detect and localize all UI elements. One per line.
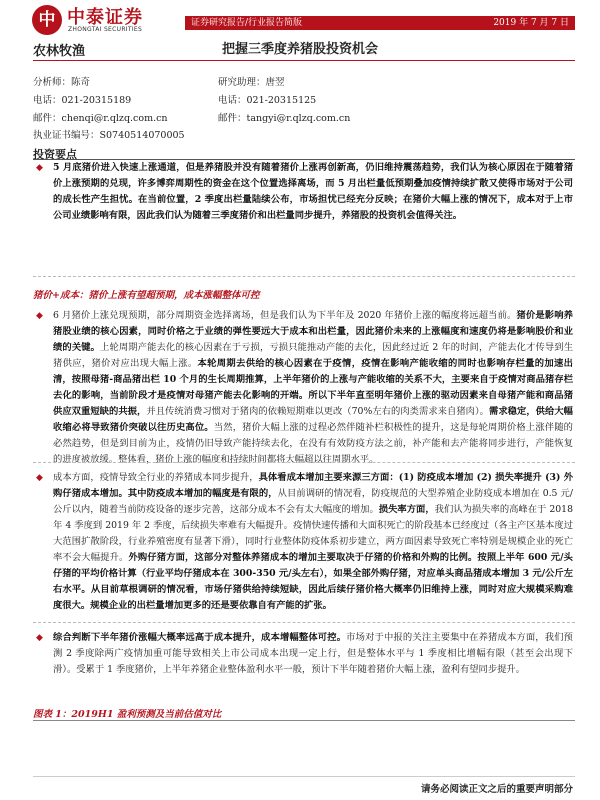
title-divider <box>33 60 575 61</box>
text-bold: 具体看成本增加主要来源三方面：(1) 防疫成本增加 (2) 损失率提升 (3) 外购仔猪成本增加。其中防疫成本增加的幅度是有限的， <box>53 472 573 499</box>
logo-name-en: ZHONGTAI SECURITIES <box>68 26 143 33</box>
analyst-name: 分析师：陈奇 <box>33 77 91 88</box>
report-banner <box>185 16 575 30</box>
bullet-icon: ◆ <box>36 163 43 173</box>
text-bold: 本轮周期去供给的核心因素在于疫情，疫情在影响产能收缩的同时也影响存栏量的加速出清，按照母猪-商品猪出栏 10 个月的生长周期推算，上半年猪价的上涨与产能收缩的关系不大，主要来自于疫情对商品猪存栏去化的影响，当前阶段才是疫情对母猪产能去化影响的开端。所以下半年直至明年猪价上涨的驱动因素来自母猪产能和商品猪供应双重短缺的共振， <box>53 358 573 417</box>
footer-divider <box>33 776 575 777</box>
assistant-name: 研究助理：唐翌 <box>218 77 285 88</box>
logo-mark-icon: 中 <box>32 5 62 35</box>
bullet-icon: ◆ <box>36 311 43 321</box>
summary-paragraph <box>53 160 573 224</box>
conclusion-paragraph <box>53 630 573 678</box>
company-logo <box>32 3 162 39</box>
footer-disclaimer: 请务必阅读正文之后的重要声明部分 <box>420 784 573 795</box>
text: 当然，猪价大幅上涨的过程必然伴随补栏积极性的提升，这是每轮周期价格上涨伴随的必然趋势，但是到目前为止，疫情仍旧导致产能持续去化，在没有有效防疫方法之前，补产能和去产能将同步进行，产能恢复的进度被放缓。整体看，猪价上涨的幅度和持续时间都将大幅超以往周期水平。 <box>53 422 573 465</box>
divider <box>33 276 575 277</box>
text: 6 月猪价上涨兑现预期，部分周期资金选择离场，但是我们认为下半年及 2020 年猪价上涨的幅度将远超当前。 <box>53 310 517 321</box>
analyst-email[interactable]: 邮件：chenqi@r.qlzq.com.cn <box>33 113 168 124</box>
divider <box>33 622 575 623</box>
report-date: 2019 年 7 月 7 日 <box>493 18 569 28</box>
bullet-icon: ◆ <box>36 633 43 643</box>
figure-divider <box>33 720 575 721</box>
text: 成本方面，疫情导致全行业的养猪成本同步提升， <box>53 472 259 483</box>
text: 我们认为损失率的高峰在于 2018 年 4 季度到 2019 年 2 季度，后续损失率难有大幅提升。疫情快速传播和大面积死亡的阶段基本已经度过（各主产区基本度过大范围扩散阶段，行业养殖密度有显著下滑），同时行业整体防疫体系初步建立，两方面因素导致死亡率特别是规模企业的死亡率不会大幅提升。 <box>53 504 573 563</box>
divider <box>33 462 575 463</box>
report-category: 证券研究报告/行业报告简版 <box>191 18 303 28</box>
cost-paragraph <box>53 470 573 614</box>
figure-caption: 图表 1：2019H1 盈利预测及当前估值对比 <box>33 709 222 720</box>
text-bold: 需求稳定，供给大幅收缩必将导致猪价突破以往历史高位。 <box>53 406 573 433</box>
text: 从目前调研的情况看，防疫规范的大型养殖企业防疫成本增加在 0.5 元/公斤以内，随着当前防疫设备的逐步完善，这部分成本不会有太大幅度的增加。 <box>53 488 573 515</box>
section-title: 投资要点 <box>33 148 77 161</box>
assistant-phone: 电话：021-20315125 <box>218 95 317 106</box>
analyst-cert: 执业证书编号：S0740514070005 <box>33 130 185 141</box>
logo-name-cn: 中泰证券 <box>67 7 143 28</box>
bullet-icon: ◆ <box>36 473 43 483</box>
subheading-price-cost: 猪价+成本：猪价上涨有望超预期，成本涨幅整体可控 <box>33 290 260 301</box>
summary-text: 5 月底猪价进入快速上涨通道，但是养猪股并没有随着猪价上涨再创新高，仍旧维持震荡趋势，我们认为核心原因在于随着猪价上涨预期的兑现，许多博弈周期性的资金在这个位置选择离场，而 5 月出栏量低预期叠加疫情持续扩散又使得市场对于公司的成长性产生担忧。在当前位置，2 季度出栏量陆续公布，市场担忧已经充分反映；在猪价大幅上涨的情况下，成本对于上市公司业绩影响有限，因此我们认为随着三季度猪价和出栏量同步提升，养猪股的投资机会值得关注。 <box>53 162 573 221</box>
price-paragraph <box>53 308 573 468</box>
industry-label: 农林牧渔 <box>33 44 86 59</box>
analyst-phone: 电话：021-20315189 <box>33 95 132 106</box>
text-bold: 综合判断下半年猪价涨幅大概率远高于成本提升，成本增幅整体可控。 <box>53 632 347 643</box>
text: 并且传统消费习惯对于猪肉的依赖短期难以更改（70%左右的肉类需求来自猪肉）。 <box>146 406 490 417</box>
assistant-email[interactable]: 邮件：tangyi@r.qlzq.com.cn <box>218 113 351 124</box>
text: 市场对于中报的关注主要集中在养猪成本方面，我们预测 2 季度除两广疫情加重可能导致相关上市公司成本出现一定上行，但是整体水平与 1 季度相比增幅有限（甚至会出现下滑）。受累于 1 季度猪价，上半年养猪企业整体盈利水平一般，预计下半年随着猪价大幅上涨，盈利有望同步提升。 <box>53 632 573 675</box>
text-bold: 损失率方面， <box>378 504 435 515</box>
page-header <box>0 0 600 42</box>
page-title: 把握三季度养猪股投资机会 <box>221 42 378 57</box>
text-bold: 外购仔猪方面，这部分对整体养猪成本的增加主要取决于仔猪的价格和外购的比例。按照上半年 600 元/头仔猪的平均价格计算（行业平均仔猪成本在 300-350 元/头左右），如果全部外购仔猪，对应单头商品猪成本增加 3 元/公斤左右水平。从目前草根调研的情况看，市场仔猪供给持续短缺，因此后续仔猪价格大概率仍旧维持上涨，同时对应大规模采购难度很大。规模企业的出栏量增加更多的还是要依靠自有产能的扩张。 <box>53 552 573 611</box>
text: 上轮周期产能去化的核心因素在于亏损，亏损只能推动产能的去化，因此经过近 2 年的时间，产能去化才传导到生猪供应，猪价对应出现大幅上涨。 <box>53 342 573 369</box>
text-bold: 猪价是影响养猪股业绩的核心因素，同时价格之于业绩的弹性要远大于成本和出栏量，因此猪价未来的上涨幅度和速度仍将是影响股价和业绩的关键。 <box>53 310 573 353</box>
